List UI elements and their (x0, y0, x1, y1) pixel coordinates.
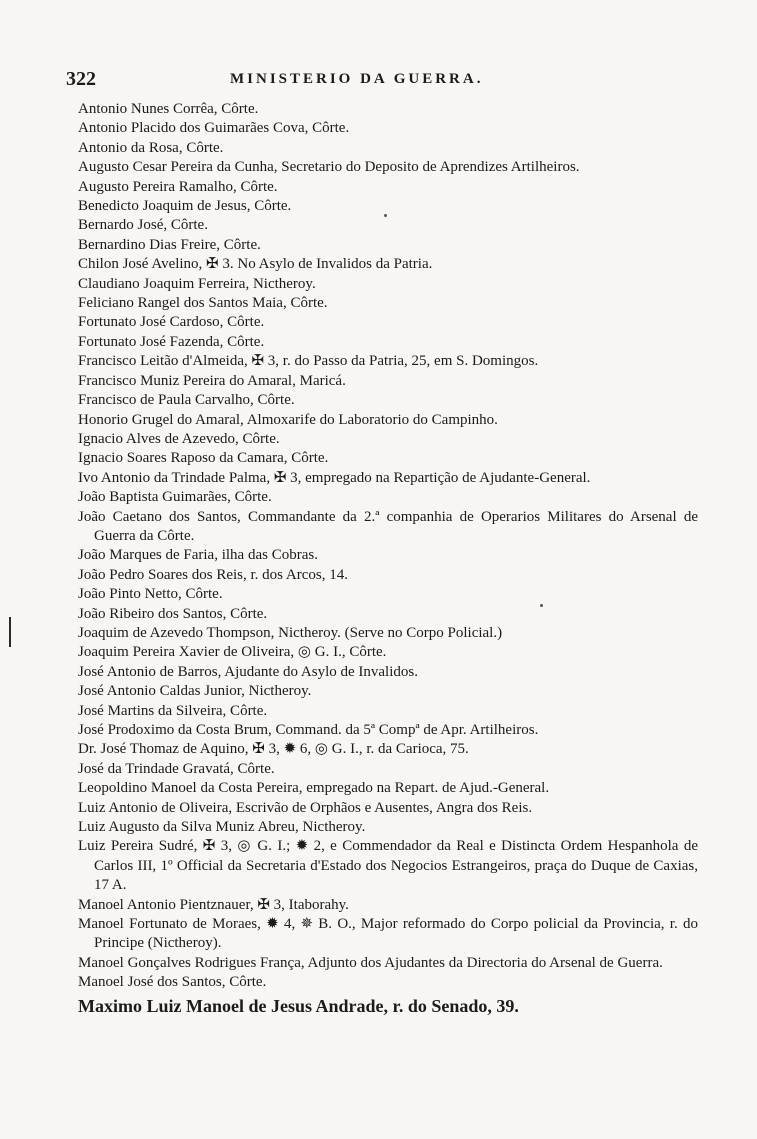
list-item: Maximo Luiz Manoel de Jesus Andrade, r. do Senado, 39. (78, 995, 519, 1016)
list-item: Manoel José dos Santos, Côrte. (78, 974, 267, 991)
list-item: Luiz Antonio de Oliveira, Escrivão de Orphãos e Ausentes, Angra dos Reis. (78, 799, 533, 816)
list-item: Fortunato José Fazenda, Côrte. (78, 333, 265, 350)
list-item: Ivo Antonio da Trindade Palma, ✠ 3, empregado na Repartição de Ajudante-General. (78, 469, 591, 486)
list-item: Claudiano Joaquim Ferreira, Nictheroy. (78, 275, 316, 292)
list-item: Joaquim de Azevedo Thompson, Nictheroy. (Serve no Corpo Policial.) (78, 624, 503, 641)
list-item: Manoel Fortunato de Moraes, ✹ 4, ✵ B. O., Major reformado do Corpo policial da Provincia, r. do Principe (Nictheroy). (78, 916, 698, 952)
ink-speck (384, 214, 387, 217)
list-item: Augusto Pereira Ramalho, Côrte. (78, 178, 278, 195)
list-item: João Pedro Soares dos Reis, r. dos Arcos, 14. (78, 566, 348, 583)
list-item: Bernardo José, Côrte. (78, 217, 208, 234)
list-item: Dr. José Thomaz de Aquino, ✠ 3, ✹ 6, ◎ G. I., r. da Carioca, 75. (78, 741, 469, 758)
list-item: José da Trindade Gravatá, Côrte. (78, 760, 275, 777)
list-item: Francisco Muniz Pereira do Amaral, Maricá. (78, 372, 346, 389)
margin-mark (9, 617, 11, 647)
entry-list (78, 100, 698, 1017)
list-item: Augusto Cesar Pereira da Cunha, Secretario do Deposito de Aprendizes Artilheiros. (78, 159, 580, 176)
list-item: João Ribeiro dos Santos, Côrte. (78, 605, 268, 622)
list-item: Francisco Leitão d'Almeida, ✠ 3, r. do Passo da Patria, 25, em S. Domingos. (78, 353, 539, 370)
page-header (66, 68, 698, 100)
list-item: Manoel Antonio Pientznauer, ✠ 3, Itaborahy. (78, 896, 349, 913)
list-item: Leopoldino Manoel da Costa Pereira, empregado na Repart. de Ajud.-General. (78, 780, 550, 797)
running-head: MINISTERIO DA GUERRA. (230, 71, 484, 87)
list-item: João Pinto Netto, Côrte. (78, 586, 223, 603)
list-item: Manoel Gonçalves Rodrigues França, Adjunto dos Ajudantes da Directoria do Arsenal de Guerra. (78, 954, 663, 971)
list-item: Fortunato José Cardoso, Côrte. (78, 314, 265, 331)
list-item: Joaquim Pereira Xavier de Oliveira, ◎ G. I., Côrte. (78, 644, 387, 661)
list-item: Antonio da Rosa, Côrte. (78, 139, 224, 156)
list-item: Luiz Augusto da Silva Muniz Abreu, Nictheroy. (78, 819, 366, 836)
list-item: José Antonio de Barros, Ajudante do Asylo de Invalidos. (78, 663, 418, 680)
page-number: 322 (66, 68, 96, 90)
list-item: Luiz Pereira Sudré, ✠ 3, ◎ G. I.; ✹ 2, e Commendador da Real e Distincta Ordem Hespanhola de Carlos III, 1º Official da Secretaria d'Estado dos Negocios Estrangeiros, praça do Duque de Caxias, 17 A. (78, 838, 698, 894)
list-item: Ignacio Soares Raposo da Camara, Côrte. (78, 450, 329, 467)
list-item: Antonio Placido dos Guimarães Cova, Côrte. (78, 120, 350, 137)
list-item: Benedicto Joaquim de Jesus, Côrte. (78, 198, 292, 215)
list-item: José Prodoximo da Costa Brum, Command. da 5ª Compª de Apr. Artilheiros. (78, 722, 539, 738)
list-item: Ignacio Alves de Azevedo, Côrte. (78, 430, 280, 447)
list-item: Chilon José Avelino, ✠ 3. No Asylo de Invalidos da Patria. (78, 256, 433, 273)
list-item: Feliciano Rangel dos Santos Maia, Côrte. (78, 295, 328, 312)
list-item: José Martins da Silveira, Côrte. (78, 702, 268, 719)
ink-speck (540, 604, 543, 607)
list-item: José Antonio Caldas Junior, Nictheroy. (78, 683, 312, 700)
list-item: Bernardino Dias Freire, Côrte. (78, 236, 261, 253)
list-item: João Baptista Guimarães, Côrte. (78, 489, 272, 506)
list-item: Honorio Grugel do Amaral, Almoxarife do Laboratorio do Campinho. (78, 411, 498, 428)
page (66, 68, 698, 1017)
list-item: Francisco de Paula Carvalho, Côrte. (78, 392, 295, 409)
list-item: João Caetano dos Santos, Commandante da 2.ª companhia de Operarios Militares do Arsenal de Guerra da Côrte. (78, 508, 698, 544)
list-item: João Marques de Faria, ilha das Cobras. (78, 547, 318, 564)
list-item: Antonio Nunes Corrêa, Côrte. (78, 101, 259, 117)
